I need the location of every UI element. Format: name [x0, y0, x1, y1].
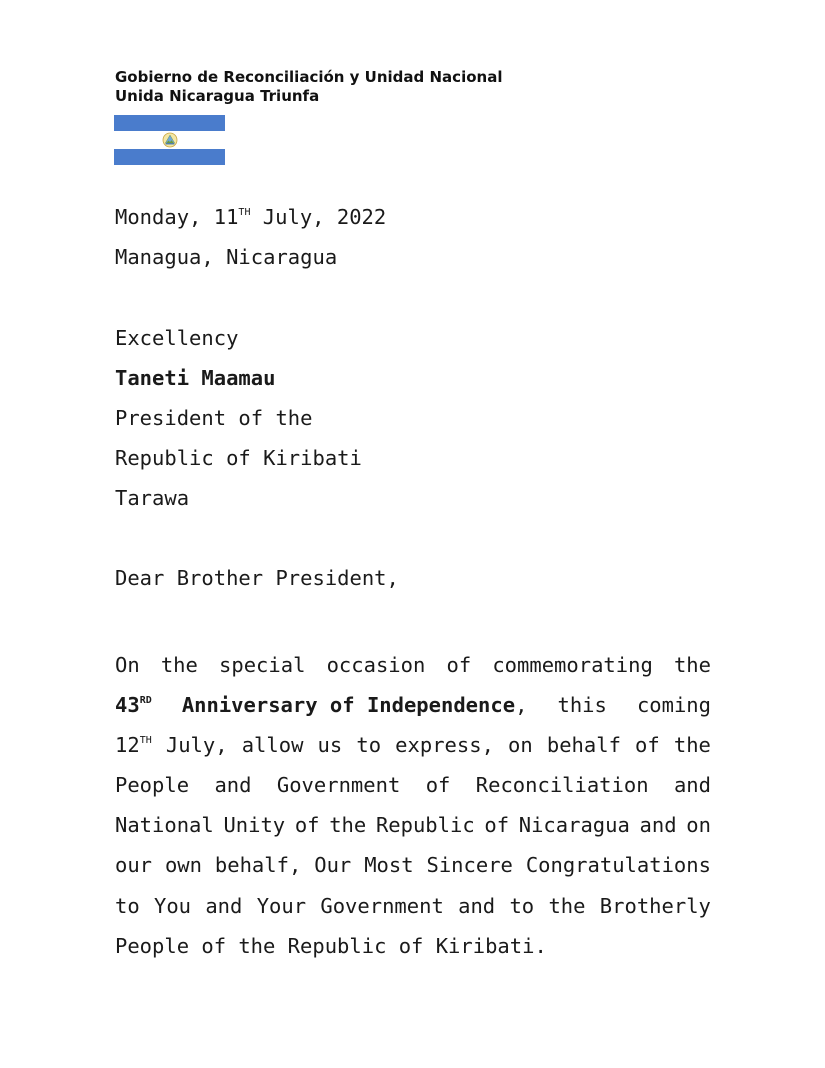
date-rest: July, 2022 — [250, 205, 387, 229]
letterhead-line-1: Gobierno de Reconciliación y Unidad Nacional — [115, 68, 503, 86]
body-line-3: 12TH July, allow us to express, on behalf of the — [115, 733, 711, 758]
recipient-city: Tarawa — [115, 486, 190, 510]
body-line-2: 43RD Anniversary of Independence, this coming — [115, 685, 711, 725]
body-line-8: People of the Republic of Kiribati. — [115, 933, 547, 958]
body-line-5: National Unity of the Republic of Nicaragua and on — [115, 813, 711, 838]
letterhead — [115, 68, 502, 106]
place-line: Managua, Nicaragua — [115, 245, 338, 269]
anniversary-number: 43RD — [115, 693, 152, 718]
body-line-4: People and Government of Reconciliation and — [115, 773, 711, 798]
date-prefix: Monday, 11 — [115, 205, 239, 229]
anniversary-title: Anniversary of Independence — [181, 693, 516, 718]
letterhead-line-2: Unida Nicaragua Triunfa — [115, 87, 320, 105]
greeting: Dear Brother President, — [115, 566, 399, 590]
body-paragraph — [115, 645, 711, 966]
nicaragua-flag-icon — [114, 115, 225, 165]
date-line — [115, 205, 386, 229]
recipient-name: Taneti Maamau — [115, 366, 276, 390]
recipient-salutation-title: Excellency — [115, 326, 239, 350]
flag-top-band — [114, 115, 225, 131]
recipient-title-line-1: President of the — [115, 406, 313, 430]
coat-of-arms-icon — [162, 132, 178, 148]
flag-bottom-band — [114, 149, 225, 165]
date-ordinal: TH — [238, 207, 251, 218]
body-line-7: to You and Your Government and to the Brotherly — [115, 893, 711, 918]
recipient-title-line-2: Republic of Kiribati — [115, 446, 362, 470]
body-line-1: On the special occasion of commemorating the — [115, 653, 711, 677]
body-line-6: our own behalf, Our Most Sincere Congratulations — [115, 853, 711, 878]
